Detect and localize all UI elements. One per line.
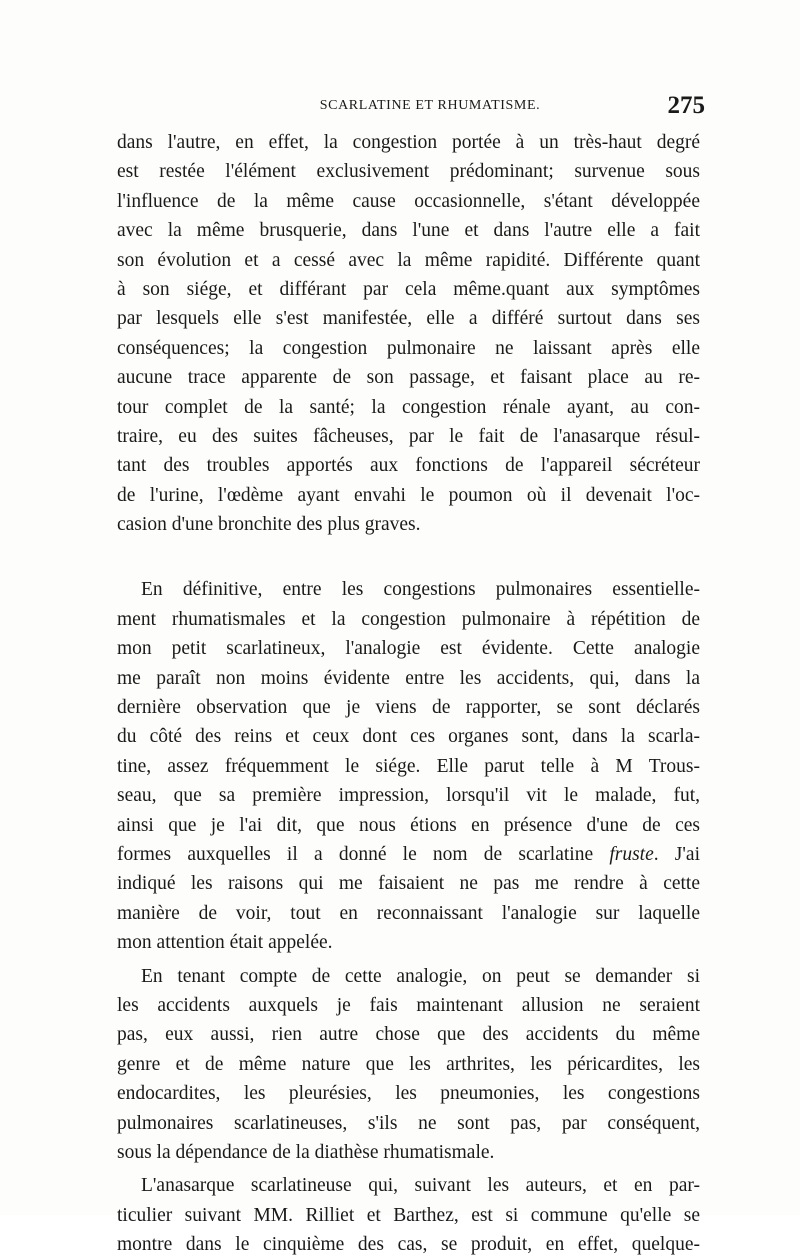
text-line: traire, eu des suites fâcheuses, par le fait de l'anasarque résul- xyxy=(117,425,700,447)
text-line: ainsi que je l'ai dit, que nous étions en présence d'une de ces xyxy=(117,814,700,836)
text-line: de l'urine, l'œdème ayant envahi le poumon où il devenait l'oc- xyxy=(117,484,700,506)
text-line: dans l'autre, en effet, la congestion portée à un très-haut degré xyxy=(117,132,700,153)
paragraph-1 xyxy=(117,128,700,539)
body-text xyxy=(117,128,700,1259)
text-line: montre dans le cinquième des cas, se produit, en effet, quelque- xyxy=(117,1234,700,1256)
text-line: casion d'une bronchite des plus graves. xyxy=(117,514,421,536)
text-line: l'influence de la même cause occasionnelle, s'étant développée xyxy=(117,190,700,212)
running-title: SCARLATINE ET RHUMATISME. xyxy=(319,98,541,113)
text-line: ticulier suivant MM. Rilliet et Barthez, est si commune qu'elle se xyxy=(117,1204,700,1226)
text-line: L'anasarque scarlatineuse qui, suivant les auteurs, et en par- xyxy=(141,1175,700,1197)
text-line: formes auxquelles il a donné le nom de scarlatine fruste. J'ai xyxy=(117,843,700,865)
text-line: du côté des reins et ceux dont ces organes sont, dans la scarla- xyxy=(117,726,700,748)
text-line: En tenant compte de cette analogie, on peut se demander si xyxy=(141,965,700,987)
text-line: les accidents auxquels je fais maintenant allusion ne seraient xyxy=(117,994,700,1016)
paragraph-3 xyxy=(117,962,700,1168)
text-line: ment rhumatismales et la congestion pulmonaire à répétition de xyxy=(117,608,700,630)
text-line: genre et de même nature que les arthrites, les péricardites, les xyxy=(117,1053,700,1075)
paragraph-4 xyxy=(117,1171,700,1259)
text-line: tant des troubles apportés aux fonctions de l'appareil sécréteur xyxy=(117,455,700,477)
text-line: me paraît non moins évidente entre les accidents, qui, dans la xyxy=(117,667,700,689)
text-line: manière de voir, tout en reconnaissant l'analogie sur laquelle xyxy=(117,902,700,924)
text-line: à son siége, et différant par cela même.quant aux symptômes xyxy=(117,278,700,300)
text-line: aucune trace apparente de son passage, et faisant place au re- xyxy=(117,367,700,389)
text-line: tine, assez fréquemment le siége. Elle parut telle à M Trous- xyxy=(117,755,700,777)
text-line: mon attention était appelée. xyxy=(117,932,333,954)
text-line: par lesquels elle s'est manifestée, elle a différé surtout dans ses xyxy=(117,308,700,330)
text-line: endocardites, les pleurésies, les pneumonies, les congestions xyxy=(117,1083,700,1105)
text-line: pas, eux aussi, rien autre chose que des accidents du même xyxy=(117,1024,700,1046)
text-line: pulmonaires scarlatineuses, s'ils ne sont pas, par conséquent, xyxy=(117,1112,700,1134)
text-line: avec la même brusquerie, dans l'une et dans l'autre elle a fait xyxy=(117,220,700,242)
text-line: indiqué les raisons qui me faisaient ne pas me rendre à cette xyxy=(117,873,700,895)
emphasis-fruste: fruste xyxy=(609,843,654,865)
text-line: conséquences; la congestion pulmonaire ne laissant après elle xyxy=(117,337,700,359)
text-line: son évolution et a cessé avec la même rapidité. Différente quant xyxy=(117,249,700,271)
text-line: sous la dépendance de la diathèse rhumatismale. xyxy=(117,1141,495,1163)
running-head xyxy=(115,92,705,122)
text-line: tour complet de la santé; la congestion rénale ayant, au con- xyxy=(117,396,700,418)
text-line: est restée l'élément exclusivement prédominant; survenue sous xyxy=(117,161,700,183)
page-number: 275 xyxy=(667,92,705,119)
text-line: seau, que sa première impression, lorsqu'il vit le malade, fut, xyxy=(117,785,700,807)
text-line: dernière observation que je viens de rapporter, se sont déclarés xyxy=(117,697,700,719)
text-line: mon petit scarlatineux, l'analogie est évidente. Cette analogie xyxy=(117,638,700,660)
paragraph-2 xyxy=(117,575,700,957)
text-line: En définitive, entre les congestions pulmonaires essentielle- xyxy=(141,579,700,601)
